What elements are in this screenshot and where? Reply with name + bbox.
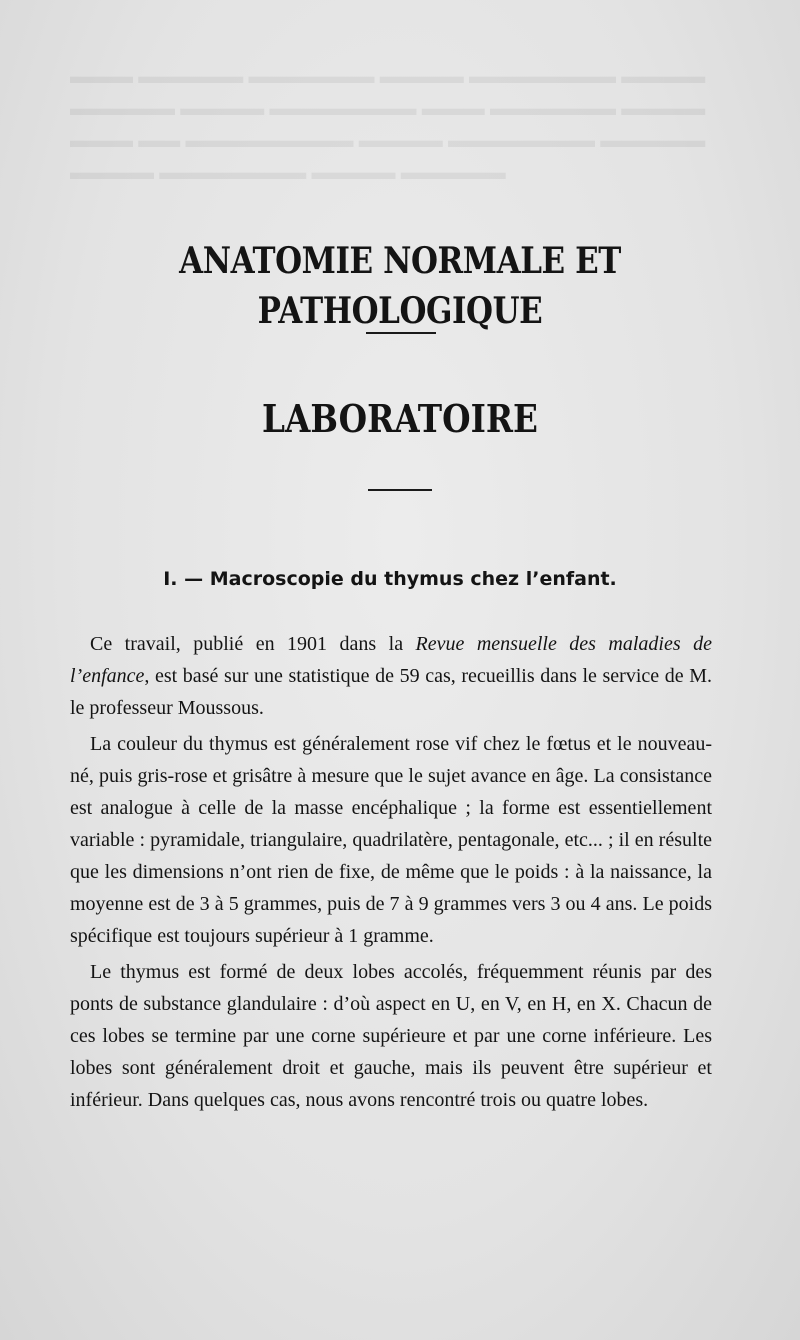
main-title: ANATOMIE NORMALE ET PATHOLOGIQUE: [179, 240, 621, 332]
paragraph-1-intro: Ce travail, publié en 1901 dans la: [90, 633, 416, 655]
paragraph-2: La couleur du thymus est généralement rose vif chez le fœtus et le nouveau-né, puis gris-rose et grisâtre à mesure que le sujet avance en âge. La consistance est analogue à celle de la masse encéphalique ; la forme est essentiellement variable : pyramidale, triangulaire, quadrilatère, pentagonale, etc... ; il en résulte que les dimensions n’ont rien de fixe, de même que le poids : à la naissance, la moyenne est de 3 à 5 grammes, puis de 7 à 9 grammes vers 3 ou 4 ans. Le poids spécifique est toujours supérieur à 1 gramme.: [70, 733, 712, 947]
title-divider: [366, 332, 436, 334]
show-through-texture: ▬▬▬ ▬▬▬▬▬ ▬▬▬▬▬▬ ▬▬▬▬ ▬▬▬▬▬▬▬ ▬▬▬▬ ▬▬▬▬▬ ▬▬▬▬ ▬▬▬▬▬▬▬ ▬▬▬ ▬▬▬▬▬▬ ▬▬▬▬ ▬▬▬ ▬▬ ▬▬▬▬▬▬▬▬ ▬▬▬▬ ▬▬▬▬▬▬▬ ▬▬▬▬▬ ▬▬▬▬ ▬▬▬▬▬▬▬ ▬▬▬▬ ▬▬▬▬▬: [70, 64, 706, 184]
section-heading: I. — Macroscopie du thymus chez l’enfant.: [163, 568, 617, 590]
subtitle-divider: [368, 489, 432, 491]
journal-title: Revue mensuelle des maladies de l’enfance: [70, 633, 712, 687]
sub-title: LABORATOIRE: [262, 396, 538, 441]
paragraph-1: [70, 628, 712, 724]
body-text: [70, 628, 712, 1116]
paragraph-1-rest: , est basé sur une statistique de 59 cas, recueillis dans le service de M. le professeur Moussous.: [70, 665, 712, 719]
paragraph-3: Le thymus est formé de deux lobes accolés, fréquemment réunis par des ponts de substance glandulaire : d’où aspect en U, en V, en H, en X. Chacun de ces lobes se termine par une corne supérieure et par une corne inférieure. Les lobes sont généralement droit et gauche, mais ils peuvent être supérieur et inférieur. Dans quelques cas, nous avons rencontré trois ou quatre lobes.: [70, 961, 712, 1111]
